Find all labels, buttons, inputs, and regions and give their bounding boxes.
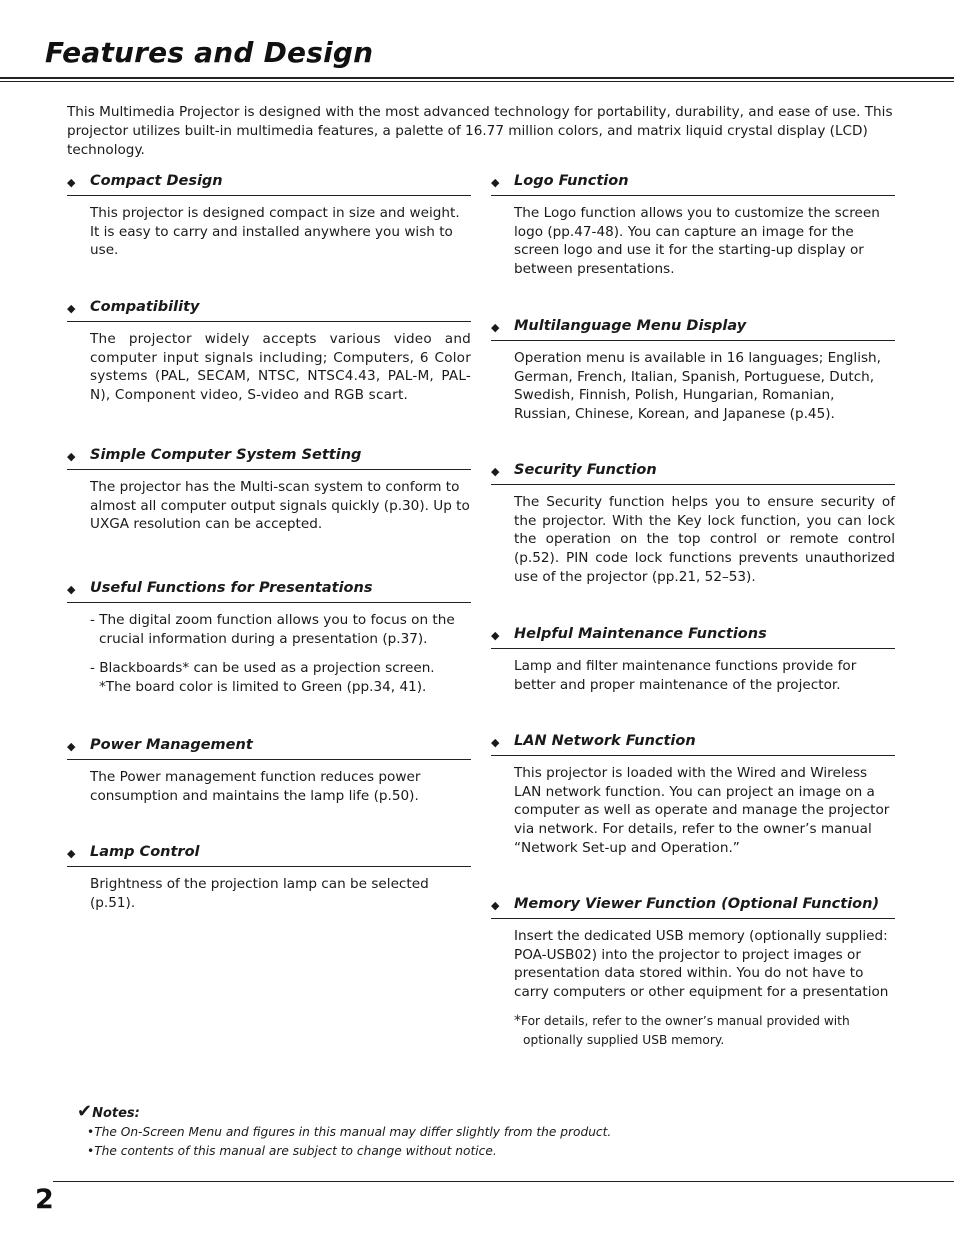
section-text: Operation menu is available in 16 languages; English, German, French, Italian, Spanish, Portuguese, Dutch, Swedish, Finnish, Polish, Hungarian, Romanian, Russian, Chinese, Korean, and Japanese (p.45). [514, 350, 881, 423]
section-heading: Lamp Control [90, 844, 200, 860]
section-heading: Simple Computer System Setting [90, 447, 362, 463]
section-heading: Security Function [514, 462, 657, 478]
section-presentation-functions [67, 580, 471, 697]
section-text: Insert the dedicated USB memory (optionally supplied: POA-USB02) into the projector to project images or presentation data stored within. You do not have to carry computers or other equipment for a presentation [514, 928, 889, 1001]
section-text: Lamp and filter maintenance functions provide for better and proper maintenance of the projector. [514, 658, 857, 693]
section-text: The projector widely accepts various video and computer input signals including; Computers, 6 Color systems (PAL, SECAM, NTSC, NTSC4.43, PAL-M, PAL-N), Component video, S-video and RGB scart. [90, 331, 471, 404]
section-text: The Logo function allows you to customize the screen logo (pp.47-48). You can capture an image for the screen logo and use it for the starting-up display or between presentations. [514, 205, 880, 278]
list-item: - The digital zoom function allows you to focus on the crucial information during a presentation (p.37). [90, 612, 455, 647]
section-text: The Power management function reduces power consumption and maintains the lamp life (p.50). [90, 769, 421, 804]
section-multilanguage-menu [491, 318, 895, 424]
diamond-bullet-icon: ◆ [491, 321, 500, 334]
diamond-bullet-icon: ◆ [67, 302, 76, 315]
section-heading: LAN Network Function [514, 733, 696, 749]
page-title: Features and Design [45, 36, 374, 69]
section-heading: Power Management [90, 737, 253, 753]
section-heading: Memory Viewer Function (Optional Function) [514, 896, 880, 912]
section-maintenance-functions [491, 626, 895, 694]
note-line: •The contents of this manual are subject to change without notice. [87, 1144, 497, 1158]
diamond-bullet-icon: ◆ [67, 450, 76, 463]
section-heading: Logo Function [514, 173, 629, 189]
section-heading: Compatibility [90, 299, 200, 315]
note-line: •The On-Screen Menu and figures in this manual may differ slightly from the product. [87, 1125, 612, 1139]
footnote-mark: * [514, 1012, 521, 1029]
diamond-bullet-icon: ◆ [491, 176, 500, 189]
list-item-note: *The board color is limited to Green (pp.34, 41). [99, 679, 427, 696]
notes-box [77, 1101, 777, 1161]
diamond-bullet-icon: ◆ [67, 740, 76, 753]
footer-rule [53, 1181, 954, 1182]
section-power-management [67, 737, 471, 805]
diamond-bullet-icon: ◆ [491, 629, 500, 642]
section-compatibility [67, 299, 471, 405]
section-logo-function [491, 173, 895, 279]
intro-paragraph: This Multimedia Projector is designed with the most advanced technology for portability, durability, and ease of use. This projector utilizes built-in multimedia features, a palette of 16.77 million colors, and matrix liquid crystal display (LCD) technology. [67, 104, 893, 158]
notes-heading: Notes: [92, 1106, 140, 1121]
diamond-bullet-icon: ◆ [67, 847, 76, 860]
section-text: This projector is loaded with the Wired and Wireless LAN network function. You can project an image on a computer as well as operate and manage the projector via network. For details, refer to the owner’s manual “Network Set-up and Operation.” [514, 765, 890, 856]
section-lan-network [491, 733, 895, 858]
section-text: This projector is designed compact in size and weight. It is easy to carry and installed anywhere you wish to use. [90, 205, 460, 259]
section-simple-computer-setting [67, 447, 471, 534]
section-heading: Multilanguage Menu Display [514, 318, 747, 334]
section-memory-viewer [491, 896, 895, 1050]
title-rule-thin [0, 81, 954, 82]
diamond-bullet-icon: ◆ [67, 176, 76, 189]
section-text: Brightness of the projection lamp can be selected (p.51). [90, 876, 429, 911]
section-heading: Useful Functions for Presentations [90, 580, 373, 596]
diamond-bullet-icon: ◆ [491, 899, 500, 912]
title-rule [0, 77, 954, 79]
footnote-text: For details, refer to the owner’s manual provided with optionally supplied USB memory. [521, 1013, 850, 1047]
section-lamp-control [67, 844, 471, 912]
list-item: - Blackboards* can be used as a projection screen. [90, 660, 435, 677]
section-heading: Helpful Maintenance Functions [514, 626, 767, 642]
diamond-bullet-icon: ◆ [491, 465, 500, 478]
diamond-bullet-icon: ◆ [491, 736, 500, 749]
page-number: 2 [35, 1184, 54, 1215]
diamond-bullet-icon: ◆ [67, 583, 76, 596]
checkmark-icon: ✔ [77, 1101, 93, 1122]
section-text: The Security function helps you to ensure security of the projector. With the Key lock function, you can lock the operation on the top control or remote control (p.52). PIN code lock functions prevents unauthorized use of the projector (pp.21, 52–53). [514, 494, 895, 585]
section-heading: Compact Design [90, 173, 223, 189]
footnote [514, 1012, 895, 1050]
section-compact-design [67, 173, 471, 260]
section-security-function [491, 462, 895, 587]
section-text: The projector has the Multi-scan system to conform to almost all computer output signals quickly (p.30). Up to UXGA resolution can be accepted. [90, 479, 470, 533]
